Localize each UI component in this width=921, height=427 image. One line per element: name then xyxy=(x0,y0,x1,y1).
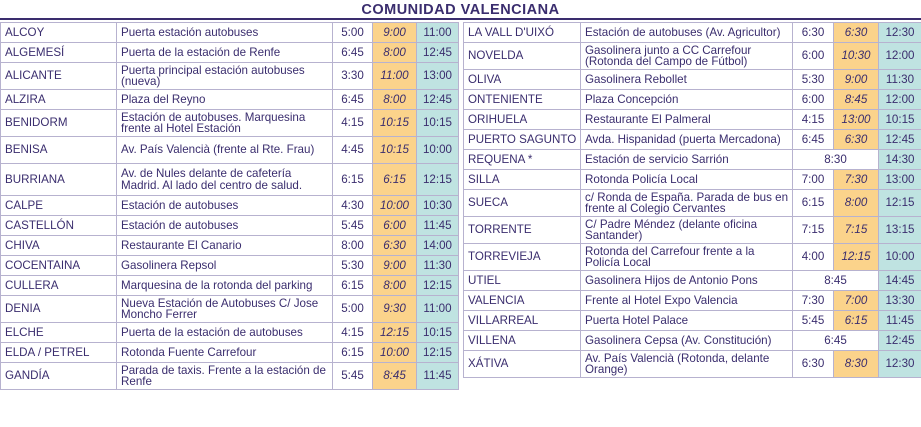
schedule-table-left xyxy=(0,22,459,390)
table-row xyxy=(464,150,921,170)
table-row xyxy=(464,130,921,150)
city-cell: SUECA xyxy=(464,190,581,217)
city-cell: ALCOY xyxy=(1,23,117,43)
time-cell-3: 11:45 xyxy=(417,216,459,236)
table-row xyxy=(464,190,921,217)
stop-cell: Estación de autobuses. Marquesina frente al Hotel Estación xyxy=(117,110,333,137)
table-row xyxy=(464,217,921,244)
table-row xyxy=(1,90,459,110)
time-cell-2: 6:30 xyxy=(834,23,879,43)
stop-cell: Gasolinera Hijos de Antonio Pons xyxy=(581,271,793,291)
stop-cell: Puerta principal estación autobuses (nueva) xyxy=(117,63,333,90)
stop-cell: Av. País Valencià (Rotonda, delante Orange) xyxy=(581,351,793,378)
city-cell: CHIVA xyxy=(1,236,117,256)
stop-cell: Estación de autobuses xyxy=(117,216,333,236)
stop-cell: c/ Ronda de España. Parada de bus en frente al Colegio Cervantes xyxy=(581,190,793,217)
stop-cell: Restaurante El Palmeral xyxy=(581,110,793,130)
stop-cell: Puerta de la estación de Renfe xyxy=(117,43,333,63)
time-cell-1: 3:30 xyxy=(333,63,373,90)
stop-cell: C/ Padre Méndez (delante oficina Santander) xyxy=(581,217,793,244)
schedule-table-right xyxy=(463,22,921,378)
time-cell-3: 10:15 xyxy=(879,110,921,130)
time-cell-1: 6:15 xyxy=(333,164,373,196)
time-cell-2: 8:45 xyxy=(373,363,417,390)
time-cell-2: 10:15 xyxy=(373,110,417,137)
time-cell-2: 8:00 xyxy=(373,90,417,110)
city-cell: TORRENTE xyxy=(464,217,581,244)
time-cell-2: 8:00 xyxy=(373,43,417,63)
city-cell: LA VALL D'UIXÓ xyxy=(464,23,581,43)
time-cell-1: 5:45 xyxy=(793,311,834,331)
time-cell-3: 10:15 xyxy=(417,323,459,343)
stop-cell: Av. de Nules delante de cafetería Madrid. Al lado del centro de salud. xyxy=(117,164,333,196)
table-row xyxy=(464,90,921,110)
time-cell-1: 4:15 xyxy=(333,323,373,343)
time-cell-1: 5:00 xyxy=(333,23,373,43)
time-cell-1: 5:30 xyxy=(793,70,834,90)
stop-cell: Rotonda del Carrefour frente a la Policía Local xyxy=(581,244,793,271)
city-cell: ONTENIENTE xyxy=(464,90,581,110)
time-cell-1: 7:30 xyxy=(793,291,834,311)
time-cell-3: 14:45 xyxy=(879,271,921,291)
time-cell-3: 11:00 xyxy=(417,296,459,323)
time-cell-2: 12:15 xyxy=(373,323,417,343)
time-cell-3: 12:00 xyxy=(879,43,921,70)
city-cell: BENIDORM xyxy=(1,110,117,137)
time-cell-1: 6:00 xyxy=(793,90,834,110)
time-cell-1: 6:15 xyxy=(793,190,834,217)
table-row xyxy=(464,43,921,70)
stop-cell: Parada de taxis. Frente a la estación de Renfe xyxy=(117,363,333,390)
stop-cell: Restaurante El Canario xyxy=(117,236,333,256)
city-cell: REQUENA * xyxy=(464,150,581,170)
time-cell-2: 8:00 xyxy=(834,190,879,217)
city-cell: UTIEL xyxy=(464,271,581,291)
time-cell-1: 5:45 xyxy=(333,216,373,236)
time-cell-1: 6:45 xyxy=(333,90,373,110)
time-cell-2: 6:15 xyxy=(373,164,417,196)
time-cell-1: 5:45 xyxy=(333,363,373,390)
time-cell-3: 12:30 xyxy=(879,351,921,378)
city-cell: BURRIANA xyxy=(1,164,117,196)
time-cell-2: 11:00 xyxy=(373,63,417,90)
time-cell-1: 6:45 xyxy=(333,43,373,63)
table-row xyxy=(1,323,459,343)
stop-cell: Rotonda Fuente Carrefour xyxy=(117,343,333,363)
city-cell: VALENCIA xyxy=(464,291,581,311)
city-cell: ALGEMESÍ xyxy=(1,43,117,63)
time-cell-3: 10:00 xyxy=(417,137,459,164)
stop-cell: Estación de autobuses (Av. Agricultor) xyxy=(581,23,793,43)
stop-cell: Frente al Hotel Expo Valencia xyxy=(581,291,793,311)
table-row xyxy=(464,244,921,271)
city-cell: XÁTIVA xyxy=(464,351,581,378)
time-cell-2: 8:00 xyxy=(373,276,417,296)
time-cell-2: 10:00 xyxy=(373,343,417,363)
time-cell-3: 12:15 xyxy=(879,190,921,217)
time-cell-3: 14:30 xyxy=(879,150,921,170)
city-cell: GANDÍA xyxy=(1,363,117,390)
table-row xyxy=(464,351,921,378)
page-title: COMUNIDAD VALENCIANA xyxy=(0,0,921,20)
time-cell-1: 6:15 xyxy=(333,276,373,296)
time-cell-1: 6:30 xyxy=(793,23,834,43)
time-cell-3: 12:30 xyxy=(879,23,921,43)
table-row xyxy=(464,291,921,311)
table-row xyxy=(1,137,459,164)
time-cell-3: 13:30 xyxy=(879,291,921,311)
time-cell-1: 4:30 xyxy=(333,196,373,216)
stop-cell: Estación de servicio Sarrión xyxy=(581,150,793,170)
time-cell-3: 10:00 xyxy=(879,244,921,271)
time-cell-3: 11:45 xyxy=(879,311,921,331)
table-row xyxy=(1,23,459,43)
time-cell-3: 12:45 xyxy=(417,90,459,110)
time-cell-2: 9:00 xyxy=(373,23,417,43)
city-cell: ELDA / PETREL xyxy=(1,343,117,363)
time-cell-2: 8:30 xyxy=(834,351,879,378)
table-row xyxy=(1,296,459,323)
time-cell-1: 5:30 xyxy=(333,256,373,276)
time-cell-3: 12:45 xyxy=(879,130,921,150)
time-cell-3: 12:15 xyxy=(417,164,459,196)
time-cell-2: 6:00 xyxy=(373,216,417,236)
table-row xyxy=(1,276,459,296)
stop-cell: Gasolinera Repsol xyxy=(117,256,333,276)
time-cell-1: 5:00 xyxy=(333,296,373,323)
time-cell-2: 10:30 xyxy=(834,43,879,70)
time-cell-2: 7:00 xyxy=(834,291,879,311)
stop-cell: Estación de autobuses xyxy=(117,196,333,216)
time-cell-3: 10:15 xyxy=(417,110,459,137)
city-cell: VILLARREAL xyxy=(464,311,581,331)
time-cell-2: 6:30 xyxy=(373,236,417,256)
table-row xyxy=(1,343,459,363)
table-row xyxy=(1,216,459,236)
city-cell: ELCHE xyxy=(1,323,117,343)
table-row xyxy=(1,63,459,90)
time-cell-1: 7:00 xyxy=(793,170,834,190)
time-cell-3: 11:30 xyxy=(879,70,921,90)
time-cell-3: 12:15 xyxy=(417,276,459,296)
stop-cell: Puerta de la estación de autobuses xyxy=(117,323,333,343)
table-row xyxy=(1,363,459,390)
city-cell: ALZIRA xyxy=(1,90,117,110)
table-row xyxy=(464,331,921,351)
time-cell-1: 6:15 xyxy=(333,343,373,363)
city-cell: TORREVIEJA xyxy=(464,244,581,271)
time-cell-3: 13:00 xyxy=(879,170,921,190)
table-row xyxy=(464,271,921,291)
time-cell-3: 12:45 xyxy=(879,331,921,351)
time-cell-2: 10:00 xyxy=(373,196,417,216)
city-cell: CALPE xyxy=(1,196,117,216)
time-cell-2: 9:00 xyxy=(373,256,417,276)
stop-cell: Nueva Estación de Autobuses C/ Jose Moncho Ferrer xyxy=(117,296,333,323)
stop-cell: Av. País Valencià (frente al Rte. Frau) xyxy=(117,137,333,164)
time-cell-2: 6:30 xyxy=(834,130,879,150)
time-cell-3: 11:45 xyxy=(417,363,459,390)
city-cell: NOVELDA xyxy=(464,43,581,70)
stop-cell: Plaza Concepción xyxy=(581,90,793,110)
time-cell-1: 8:00 xyxy=(333,236,373,256)
time-cell-3: 10:30 xyxy=(417,196,459,216)
stop-cell: Puerta estación autobuses xyxy=(117,23,333,43)
table-row xyxy=(464,70,921,90)
time-cell-3: 12:15 xyxy=(417,343,459,363)
time-cell-2: 12:15 xyxy=(834,244,879,271)
time-cell-1: 6:45 xyxy=(793,130,834,150)
time-cell-1: 6:30 xyxy=(793,351,834,378)
time-cell-1: 4:45 xyxy=(333,137,373,164)
table-row xyxy=(464,23,921,43)
time-cell-2: 6:15 xyxy=(834,311,879,331)
time-cell-2: 9:30 xyxy=(373,296,417,323)
city-cell: ALICANTE xyxy=(1,63,117,90)
table-row xyxy=(1,110,459,137)
stop-cell: Avda. Hispanidad (puerta Mercadona) xyxy=(581,130,793,150)
city-cell: SILLA xyxy=(464,170,581,190)
city-cell: BENISA xyxy=(1,137,117,164)
stop-cell: Rotonda Policía Local xyxy=(581,170,793,190)
stop-cell: Puerta Hotel Palace xyxy=(581,311,793,331)
time-cell-combined: 8:30 xyxy=(793,150,879,170)
city-cell: CASTELLÓN xyxy=(1,216,117,236)
time-cell-2: 13:00 xyxy=(834,110,879,130)
time-cell-3: 12:45 xyxy=(417,43,459,63)
time-cell-3: 13:00 xyxy=(417,63,459,90)
stop-cell: Gasolinera Cepsa (Av. Constitución) xyxy=(581,331,793,351)
city-cell: COCENTAINA xyxy=(1,256,117,276)
time-cell-1: 4:15 xyxy=(793,110,834,130)
time-cell-combined: 8:45 xyxy=(793,271,879,291)
time-cell-3: 13:15 xyxy=(879,217,921,244)
table-row xyxy=(464,110,921,130)
time-cell-combined: 6:45 xyxy=(793,331,879,351)
city-cell: DENIA xyxy=(1,296,117,323)
stop-cell: Plaza del Reyno xyxy=(117,90,333,110)
city-cell: PUERTO SAGUNTO xyxy=(464,130,581,150)
time-cell-2: 7:15 xyxy=(834,217,879,244)
city-cell: ORIHUELA xyxy=(464,110,581,130)
time-cell-3: 12:00 xyxy=(879,90,921,110)
time-cell-3: 14:00 xyxy=(417,236,459,256)
time-cell-3: 11:00 xyxy=(417,23,459,43)
stop-cell: Gasolinera Rebollet xyxy=(581,70,793,90)
time-cell-1: 4:00 xyxy=(793,244,834,271)
table-row xyxy=(464,170,921,190)
table-row xyxy=(1,196,459,216)
time-cell-1: 7:15 xyxy=(793,217,834,244)
table-row xyxy=(1,236,459,256)
time-cell-2: 10:15 xyxy=(373,137,417,164)
time-cell-2: 8:45 xyxy=(834,90,879,110)
table-row xyxy=(1,164,459,196)
table-row xyxy=(464,311,921,331)
time-cell-2: 7:30 xyxy=(834,170,879,190)
time-cell-3: 11:30 xyxy=(417,256,459,276)
table-row xyxy=(1,256,459,276)
table-row xyxy=(1,43,459,63)
stop-cell: Marquesina de la rotonda del parking xyxy=(117,276,333,296)
city-cell: OLIVA xyxy=(464,70,581,90)
time-cell-1: 4:15 xyxy=(333,110,373,137)
city-cell: CULLERA xyxy=(1,276,117,296)
time-cell-1: 6:00 xyxy=(793,43,834,70)
stop-cell: Gasolinera junto a CC Carrefour (Rotonda del Campo de Fútbol) xyxy=(581,43,793,70)
city-cell: VILLENA xyxy=(464,331,581,351)
time-cell-2: 9:00 xyxy=(834,70,879,90)
